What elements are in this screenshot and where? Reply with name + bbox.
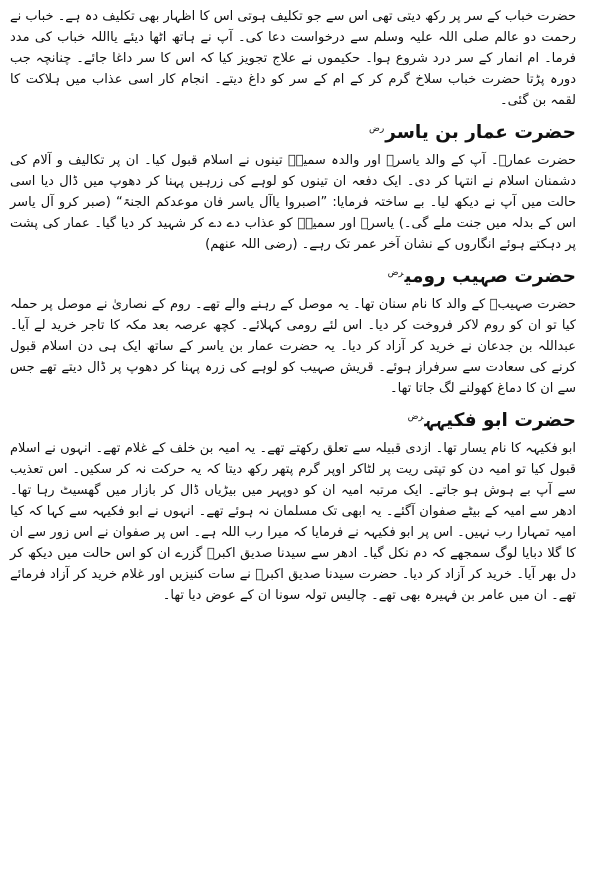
section-heading-text: حضرت عمار بن یاسر (385, 122, 576, 144)
honorific-mark: رض (407, 412, 424, 423)
section-paragraph: حضرت عمارؓ۔ آپ کے والد یاسرؓ اور والدہ سمیہؓ تینوں نے اسلام قبول کیا۔ ان پر تکالیف و آلام کی دشمنان اسلام نے انتہا کر دی۔ ایک دفعہ ان تینوں کو لوہے کی زرہیں پہنا کر دھوپ میں ڈال دیا اسی حالت میں آپ نے دیکھ لیا۔ بے ساختہ فرمایا: ”اصبروا یاآل یاسر فان موعدکم الجنۃ“ (صبر کرو آل یاسر اس کے بدلہ میں جنت ملے گی۔) یاسرؓ اور سمیہؓ کو عذاب دے دے کر شہید کر دیا گیا۔ عمار کی پشت پر دہکتے ہوئے انگاروں کے نشان آخر عمر تک رہے۔ (رضی اللہ عنھم) (10, 153, 576, 253)
section-heading-text: حضرت ابو فکیہہ (424, 410, 576, 432)
section-suhaib (10, 259, 576, 399)
section-heading-text: حضرت صہیب رومی (404, 266, 576, 288)
section-paragraph: حضرت صہیبؓ کے والد کا نام سنان تھا۔ یہ موصل کے رہنے والے تھے۔ روم کے نصاریٰ نے موصل پر حملہ کیا تو ان کو روم لاکر فروخت کر دیا۔ اس لئے رومی کہلائے۔ کچھ عرصہ بعد مکہ کا تاجر خرید لے آیا۔ عبداللہ بن جدعان نے خرید کر آزاد کر دیا۔ یہ حضرت عمار بن یاسر کے ساتھ ایک ہی دن اسلام قبول کرنے کی سعادت سے سرفراز ہوئے۔ قریش صہیب کو لوہے کی زرہ پہنا کر دھوپ پر ڈال دیتے تھے جس سے ان کا دماغ کھولنے لگ جاتا تھا۔ (10, 297, 576, 397)
honorific-mark: رض (387, 268, 404, 279)
honorific-mark: رض (368, 124, 385, 134)
section-paragraph: ابو فکیہہ کا نام یسار تھا۔ ازدی قبیلہ سے تعلق رکھتے تھے۔ یہ امیہ بن خلف کے غلام تھے۔ انہوں نے اسلام قبول کیا تو امیہ دن کو تپتی ریت پر لٹاکر اوپر گرم پتھر رکھ دیتا کہ یہ حرکت نہ کر سکیں۔ اس تعذیب سے آپ بے ہوش ہو جاتے۔ ایک مرتبہ امیہ ان کو دوپہر میں بیڑیاں ڈال کر بازار میں گھسیٹ رہا تھا۔ ادھر سے امیہ کے بیٹے صفوان آگئے۔ یہ ابھی تک مسلمان نہ ہوئے تھے۔ انہوں نے ابو فکیہہ سے کہا کہ کیا امیہ تمہارا رب نہیں۔ اس پر ابو فکیہہ نے فرمایا کہ میرا رب اللہ ہے۔ اس پر صفوان نے اس زور سے ان کا گلا دبایا لوگ سمجھے کہ دم نکل گیا۔ ادھر سے سیدنا صدیق اکبرؓ گزرے ان کو اس حالت میں دیکھ کر دل بھر آیا۔ خرید کر آزاد کر دیا۔ حضرت سیدنا صدیق اکبرؓ نے سات کنیزیں اور غلام خرید کر آزاد فرمائے تھے۔ ان میں عامر بن فہیرہ بھی تھے۔ چالیس تولہ سونا ان کے عوض دیا تھا۔ (10, 441, 576, 604)
section-heading (10, 259, 576, 291)
section-heading (10, 403, 576, 435)
section-heading (10, 115, 576, 147)
intro-paragraph: حضرت خباب کے سر پر رکھ دیتی تھی اس سے جو تکلیف ہوتی اس کا اظہار بھی تکلیف دہ ہے۔ خباب نے رحمت دو عالم صلی اللہ علیہ وسلم سے درخواست دعا کی۔ آپ نے ہاتھ اٹھا دیئے یااللہ خباب کی مدد فرما۔ ام انمار کے سر درد شروع ہوا۔ حکیموں نے علاج تجویز کیا کہ اس کا سر داغا جائے۔ چنانچہ جب دورہ پڑتا حضرت خباب سلاخ گرم کر کے ام کے سر کو داغ دیتے۔ انجام کار اسی عذاب میں ہلاکت کا لقمہ بن گئی۔ (10, 9, 576, 108)
section-ammar (10, 115, 576, 255)
section-abu-fukayha (10, 403, 576, 606)
intro-block (10, 6, 576, 111)
